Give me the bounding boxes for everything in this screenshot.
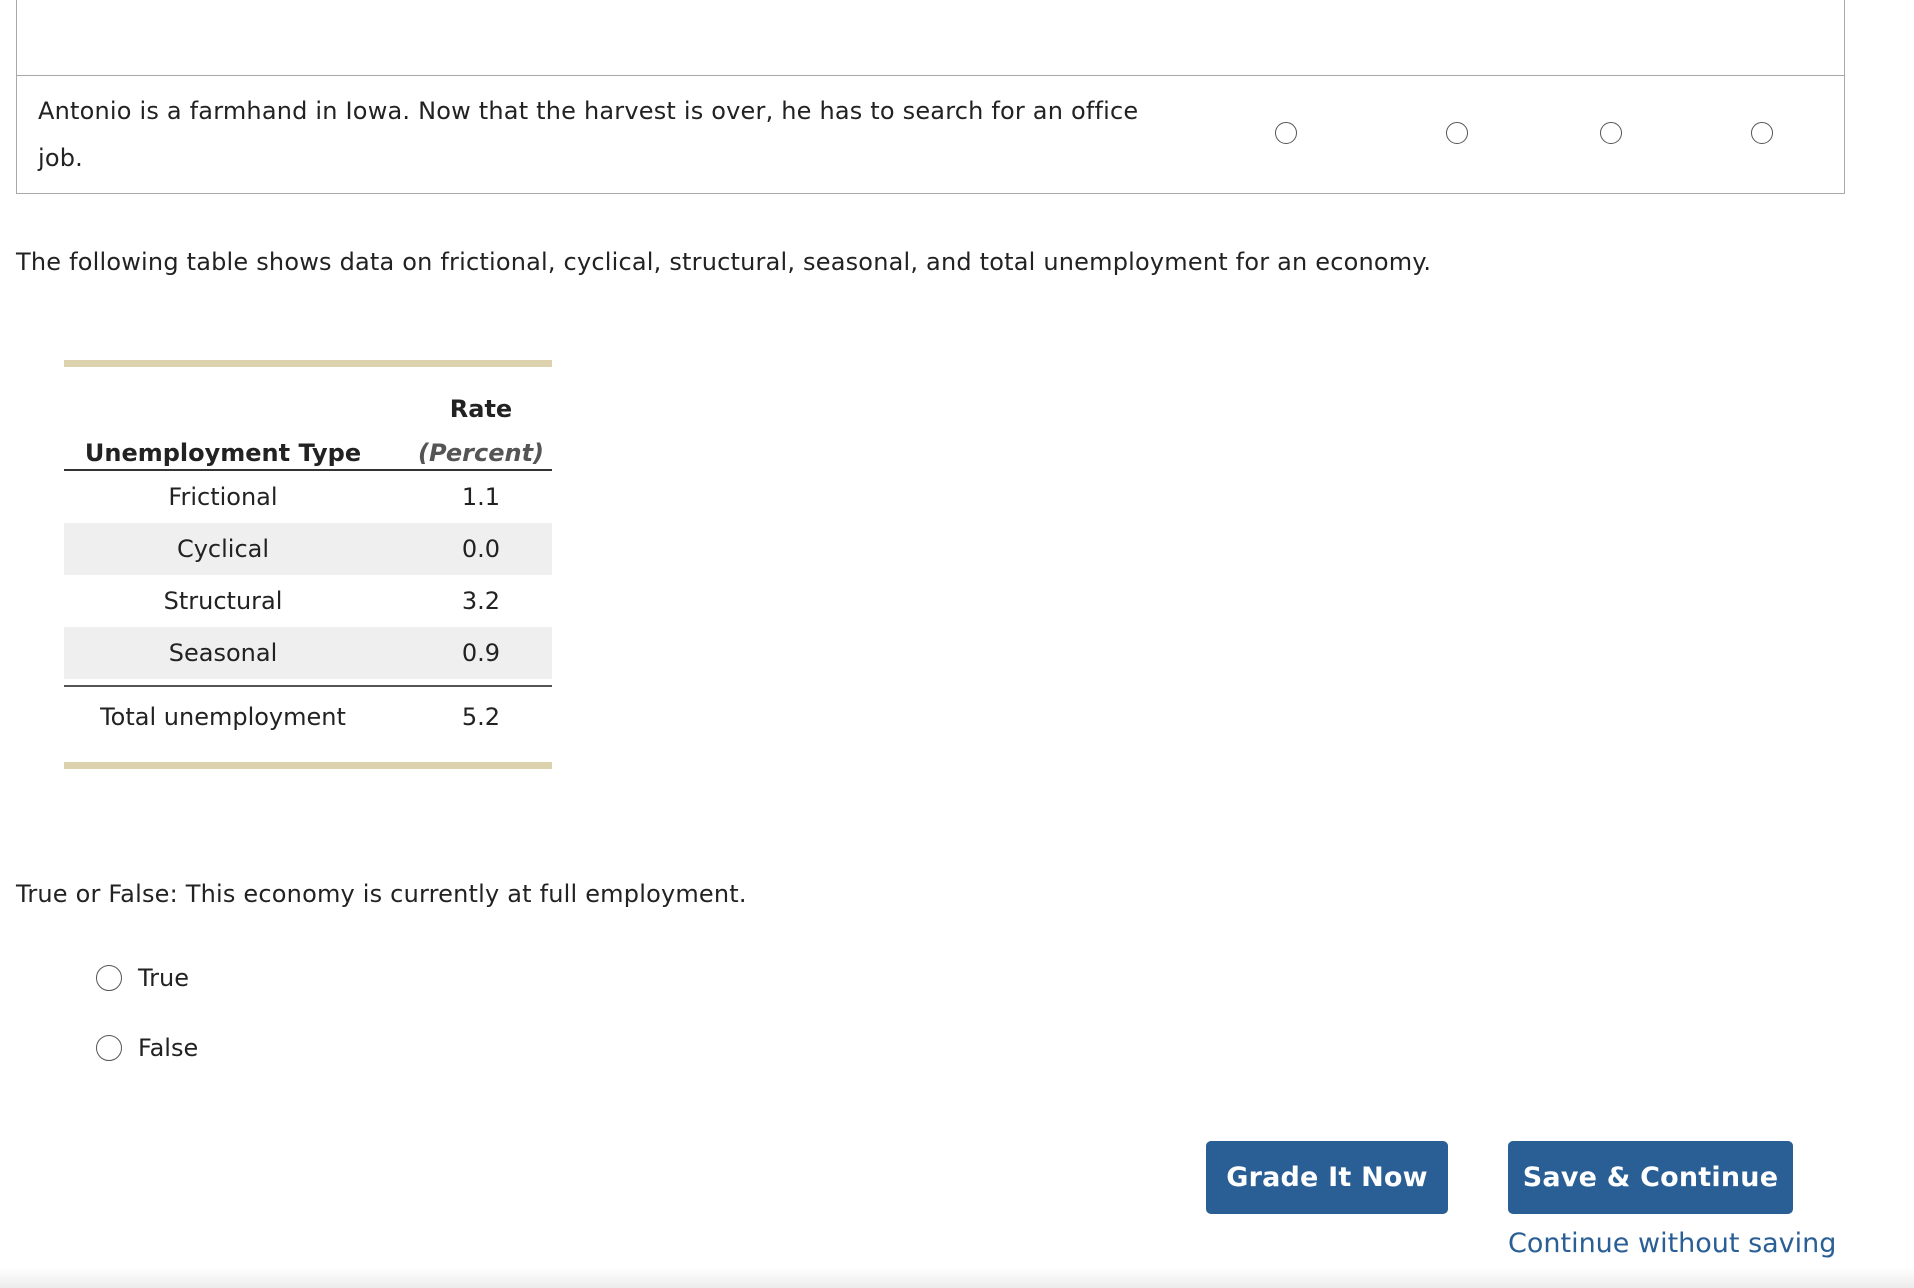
cell-rate: 1.1: [461, 483, 501, 511]
option-false-label: False: [138, 1034, 199, 1062]
matrix-radio-antonio-3[interactable]: [1600, 122, 1622, 144]
cell-rate-total: 5.2: [461, 703, 501, 731]
table-row: [64, 471, 552, 523]
grade-it-now-button[interactable]: Grade It Now: [1206, 1141, 1448, 1214]
cell-type: Seasonal: [168, 639, 278, 667]
matrix-row-antonio: [17, 75, 1844, 193]
cell-type-total: Total unemployment: [100, 703, 346, 731]
cell-rate: 0.9: [461, 639, 501, 667]
continue-without-saving-link[interactable]: Continue without saving: [1508, 1228, 1837, 1259]
table-intro-text: The following table shows data on frictional, cyclical, structural, seasonal, and total unemployment for an economy.: [16, 248, 1432, 276]
table-row: [64, 523, 552, 575]
option-true[interactable]: [96, 963, 189, 993]
table-bottom-rule: [64, 762, 552, 769]
table-top-rule: [64, 360, 552, 367]
option-true-label: True: [138, 964, 189, 992]
cell-rate: 0.0: [461, 535, 501, 563]
matrix-row-text-line: Antonio is a farmhand in Iowa. Now that the harvest is over, he has to search for an office: [38, 97, 1139, 125]
header-unemployment-type: Unemployment Type: [84, 439, 362, 467]
table-total-row: [64, 685, 552, 753]
table-header: [64, 367, 552, 471]
cell-type: Frictional: [168, 483, 278, 511]
question-matrix: [16, 0, 1845, 194]
bottom-edge: [0, 1268, 1914, 1288]
matrix-row-text-line: job.: [38, 144, 84, 172]
true-false-prompt: True or False: This economy is currently at full employment.: [16, 880, 747, 908]
option-false[interactable]: [96, 1033, 198, 1063]
table-row: [64, 627, 552, 679]
table-row: [64, 575, 552, 627]
matrix-row-text: [38, 88, 1158, 182]
save-and-continue-button[interactable]: Save & Continue: [1508, 1141, 1793, 1214]
cell-type: Cyclical: [176, 535, 270, 563]
matrix-radio-antonio-1[interactable]: [1275, 122, 1297, 144]
unemployment-table: [64, 360, 552, 769]
cell-rate: 3.2: [461, 587, 501, 615]
matrix-radio-antonio-2[interactable]: [1446, 122, 1468, 144]
cell-type: Structural: [163, 587, 283, 615]
radio-true[interactable]: [96, 965, 122, 991]
matrix-radio-antonio-4[interactable]: [1751, 122, 1773, 144]
header-percent-unit: (Percent): [417, 439, 545, 467]
matrix-row-text: [38, 0, 1158, 29]
header-rate: Rate: [449, 395, 513, 423]
radio-false[interactable]: [96, 1035, 122, 1061]
matrix-row-shen: [17, 0, 1844, 75]
